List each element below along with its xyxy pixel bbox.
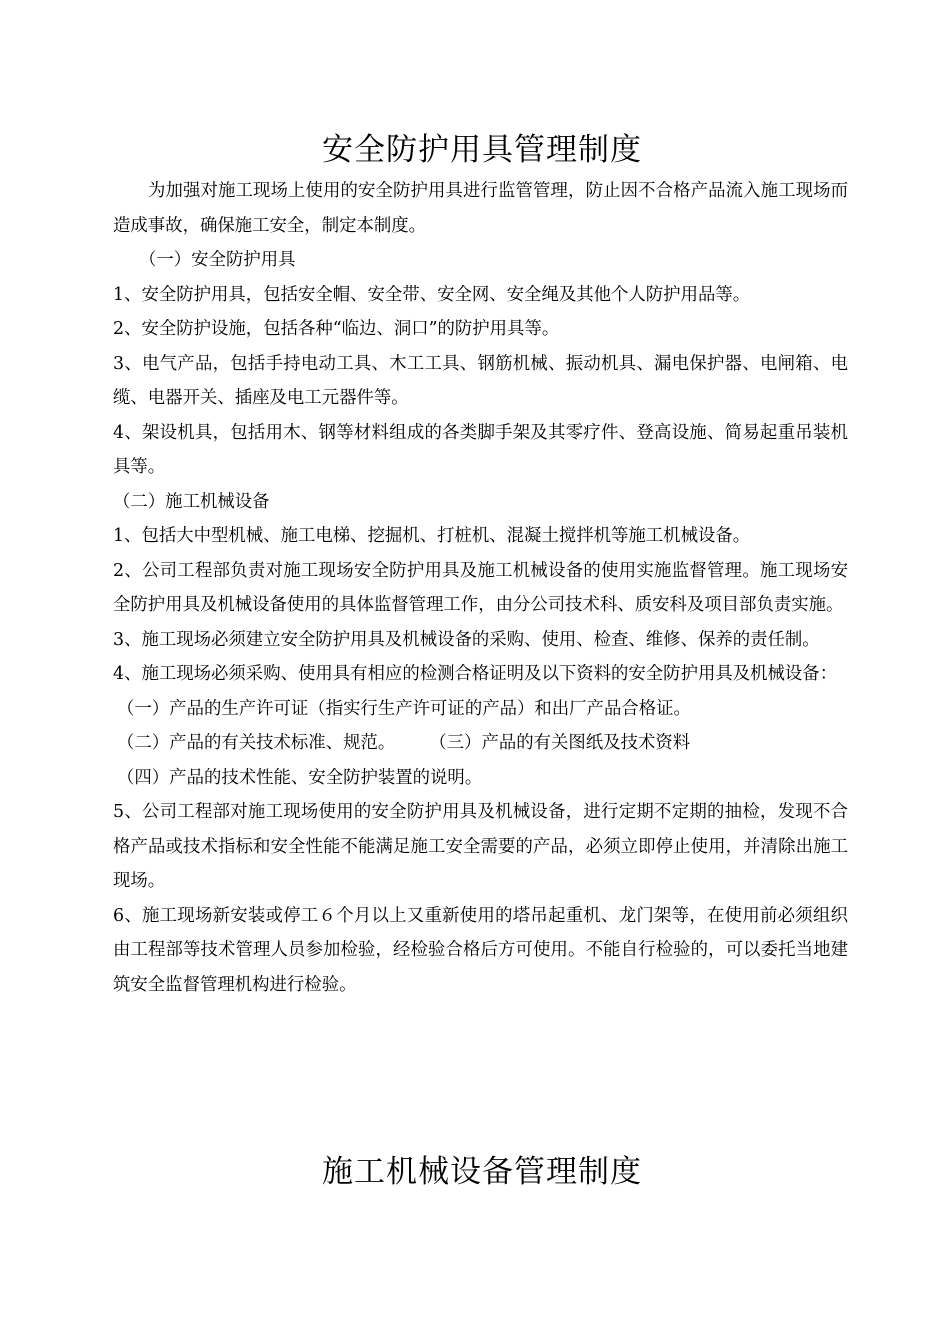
section-heading-protective-equipment: （一）安全防护用具 — [139, 250, 296, 270]
section-heading-machinery: （二）施工机械设备 — [113, 491, 270, 512]
sub-item: （二）产品的有关技术标准、规范。 — [117, 733, 396, 753]
list-item: 4、施工现场必须采购、使用具有相应的检测合格证明及以下资料的安全防护用具及机械设备： — [113, 664, 838, 684]
sub-item: （三）产品的有关图纸及技术资料 — [429, 733, 691, 753]
list-item: 3、电气产品，包括手持电动工具、木工工具、钢筋机械、振动机具、漏电保护器、电闸箱、电缆、电器开关、插座及电工元器件等。 — [113, 353, 848, 408]
sub-item-row — [113, 726, 848, 761]
sub-item: （一）产品的生产许可证（指实行生产许可证的产品）和出厂产品合格证。 — [117, 698, 691, 719]
next-section-title: 施工机械设备管理制度 — [322, 1154, 642, 1190]
list-item: 5、公司工程部对施工现场使用的安全防护用具及机械设备，进行定期不定期的抽检，发现不合格产品或技术指标和安全性能不能满足施工安全需要的产品，必须立即停止使用，并清除出施工现场。 — [113, 802, 848, 891]
list-item: 6、施工现场新安装或停工６个月以上又重新使用的塔吊起重机、龙门架等，在使用前必须组织由工程部等技术管理人员参加检验，经检验合格后方可使用。不能自行检验的，可以委托当地建筑安全监督管理机构进行检验。 — [113, 905, 848, 995]
list-item: 1、安全防护用具，包括安全帽、安全带、安全网、安全绳及其他个人防护用品等。 — [113, 284, 751, 305]
list-item: 3、施工现场必须建立安全防护用具及机械设备的采购、使用、检查、维修、保养的责任制。 — [113, 629, 820, 650]
document-body — [113, 174, 848, 1002]
list-item: 2、安全防护设施，包括各种“临边、洞口”的防护用具等。 — [113, 319, 560, 339]
list-item: 4、架设机具，包括用木、钢等材料组成的各类脚手架及其零疗件、登高设施、简易起重吊装机具等。 — [113, 422, 848, 477]
document-title: 安全防护用具管理制度 — [322, 132, 642, 168]
sub-item: （四）产品的技术性能、安全防护装置的说明。 — [117, 767, 483, 788]
intro-paragraph: 为加强对施工现场上使用的安全防护用具进行监管管理，防止因不合格产品流入施工现场而造成事故，确保施工安全，制定本制度。 — [113, 181, 848, 236]
list-item: 2、公司工程部负责对施工现场安全防护用具及施工机械设备的使用实施监督管理。施工现场安全防护用具及机械设备使用的具体监督管理工作，由分公司技术科、质安科及项目部负责实施。 — [113, 560, 848, 615]
list-item: 1、包括大中型机械、施工电梯、挖掘机、打桩机、混凝土搅拌机等施工机械设备。 — [113, 526, 751, 546]
